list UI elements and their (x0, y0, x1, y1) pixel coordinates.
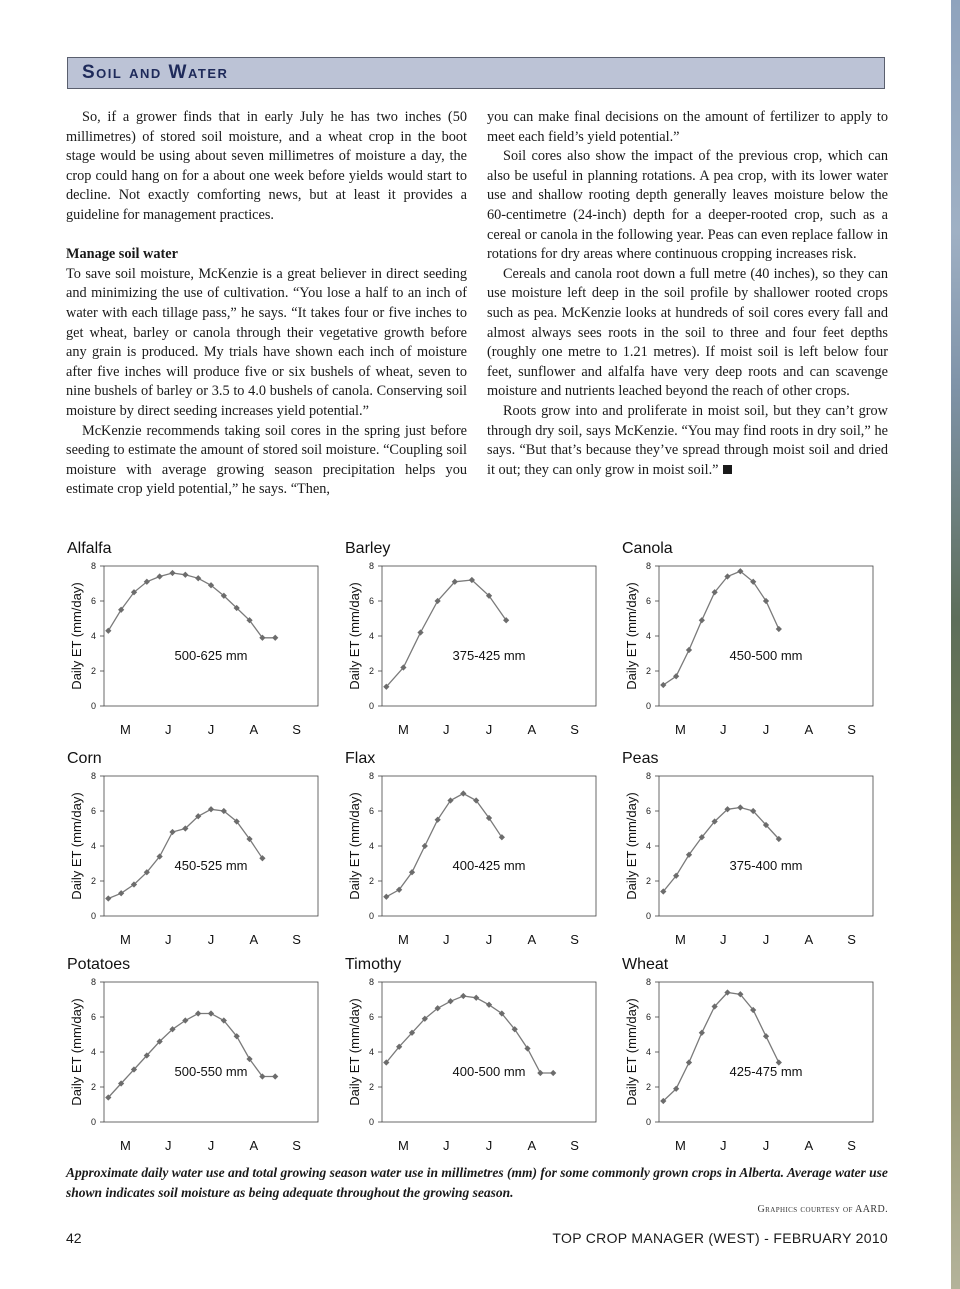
subheading-manage-soil-water: Manage soil water (66, 246, 178, 263)
left-paragraph-3: McKenzie recommends taking soil cores in the spring just before seeding to estimate the amount of stored soil moisture. “Coupling soil moisture with average growing season precipitation helps you estimate crop yield potential,” he says. “Then, (66, 422, 467, 498)
peas-ytick-label: 6 (645, 806, 651, 816)
flax-month-label: M (397, 932, 409, 947)
potatoes-month-label: M (119, 1138, 131, 1153)
alfalfa-chart-title: Alfalfa (67, 540, 112, 557)
peas-month-label: A (804, 932, 814, 947)
wheat-month-label: M (674, 1138, 686, 1153)
peas-y-axis-label: Daily ET (mm/day) (624, 792, 639, 900)
peas-month-label: S (847, 932, 856, 947)
peas-ytick-label: 0 (645, 911, 651, 921)
section-header (67, 57, 885, 89)
timothy-chart-title: Timothy (345, 956, 402, 973)
flax-y-axis-label: Daily ET (mm/day) (347, 792, 362, 900)
timothy-month-label: J (442, 1138, 450, 1153)
corn-ytick-label: 6 (90, 806, 96, 816)
corn-ytick-label: 8 (90, 771, 96, 781)
figure-caption: Approximate daily water use and total growing season water use in millimetres (mm) for some commonly grown crops in Alberta. Average water use shown indicates soil moisture as being adequate throughout the growing season. (66, 1165, 888, 1200)
canola-chart-title: Canola (622, 540, 673, 557)
corn-ytick-label: 0 (90, 911, 96, 921)
wheat-month-label: J (762, 1138, 770, 1153)
right-paragraph-4 (487, 402, 888, 480)
section-title: Soil and Water (82, 62, 229, 83)
wheat-ytick-label: 2 (645, 1082, 651, 1092)
potatoes-month-label: A (249, 1138, 259, 1153)
peas-chart-title: Peas (622, 750, 659, 767)
canola-ytick-label: 2 (645, 666, 651, 676)
canola-ytick-label: 8 (645, 561, 651, 571)
canola-y-axis-label: Daily ET (mm/day) (624, 582, 639, 690)
flax-ytick-label: 4 (368, 841, 374, 851)
barley-month-label: A (527, 722, 537, 737)
potatoes-ytick-label: 4 (90, 1047, 96, 1057)
flax-total-use-label: 400-425 mm (452, 857, 526, 873)
barley-ytick-label: 0 (368, 701, 374, 711)
alfalfa-total-use-label: 500-625 mm (174, 647, 248, 663)
timothy-y-axis-label: Daily ET (mm/day) (347, 998, 362, 1106)
timothy-month-label: J (485, 1138, 493, 1153)
corn-month-label: J (164, 932, 172, 947)
peas-ytick-label: 2 (645, 876, 651, 886)
alfalfa-month-label: A (249, 722, 259, 737)
left-column (66, 108, 467, 500)
timothy-ytick-label: 4 (368, 1047, 374, 1057)
flax-chart-title: Flax (345, 750, 376, 767)
graphics-credit: Graphics courtesy of AARD. (757, 1204, 888, 1215)
peas-month-label: J (719, 932, 727, 947)
page-number: 42 (66, 1230, 82, 1246)
peas-ytick-label: 4 (645, 841, 651, 851)
barley-month-label: M (397, 722, 409, 737)
alfalfa-month-label: J (164, 722, 172, 737)
potatoes-plot-area (104, 982, 318, 1122)
barley-y-axis-label: Daily ET (mm/day) (347, 582, 362, 690)
timothy-ytick-label: 6 (368, 1012, 374, 1022)
barley-plot-area (382, 566, 596, 706)
end-of-article-mark (723, 465, 732, 474)
potatoes-y-axis-label: Daily ET (mm/day) (69, 998, 84, 1106)
corn-month-label: S (292, 932, 301, 947)
timothy-month-label: A (527, 1138, 537, 1153)
flax-ytick-label: 0 (368, 911, 374, 921)
alfalfa-ytick-label: 8 (90, 561, 96, 571)
wheat-y-axis-label: Daily ET (mm/day) (624, 998, 639, 1106)
flax-month-label: J (442, 932, 450, 947)
potatoes-total-use-label: 500-550 mm (174, 1063, 248, 1079)
canola-ytick-label: 0 (645, 701, 651, 711)
flax-month-label: S (570, 932, 579, 947)
flax-plot-area (382, 776, 596, 916)
flax-month-label: J (485, 932, 493, 947)
corn-ytick-label: 4 (90, 841, 96, 851)
corn-y-axis-label: Daily ET (mm/day) (69, 792, 84, 900)
flax-ytick-label: 2 (368, 876, 374, 886)
right-paragraph-1: you can make final decisions on the amount of fertilizer to apply to meet each field’s yield potential.” (487, 109, 888, 145)
canola-ytick-label: 4 (645, 631, 651, 641)
right-paragraph-3: Cereals and canola root down a full metre (40 inches), so they can use moisture left deep in the soil profile by shallower rooted crops such as pea. McKenzie looks at hundreds of soil cores every fall and almost always sees roots in the soil to three and four feet depths (roughly one metre to 1.21 metres). If moist soil is left below four feet, sunflower and alfalfa have very deep roots and can scavenge moisture and nutrients leached beyond the reach of other crops. (487, 265, 888, 400)
corn-month-label: A (249, 932, 259, 947)
flax-ytick-label: 6 (368, 806, 374, 816)
potatoes-chart-title: Potatoes (67, 956, 131, 973)
wheat-total-use-label: 425-475 mm (729, 1063, 803, 1079)
timothy-ytick-label: 8 (368, 977, 374, 987)
potatoes-month-label: S (292, 1138, 301, 1153)
magazine-footer: TOP CROP MANAGER (WEST) - FEBRUARY 2010 (552, 1230, 888, 1246)
corn-chart-title: Corn (67, 750, 102, 767)
corn-total-use-label: 450-525 mm (174, 857, 248, 873)
alfalfa-ytick-label: 0 (90, 701, 96, 711)
wheat-month-label: S (847, 1138, 856, 1153)
barley-ytick-label: 4 (368, 631, 374, 641)
potatoes-month-label: J (207, 1138, 215, 1153)
barley-ytick-label: 2 (368, 666, 374, 676)
potatoes-ytick-label: 0 (90, 1117, 96, 1127)
canola-month-label: J (719, 722, 727, 737)
barley-month-label: S (570, 722, 579, 737)
alfalfa-ytick-label: 6 (90, 596, 96, 606)
flax-month-label: A (527, 932, 537, 947)
edge-photo-strip (951, 0, 960, 1289)
wheat-ytick-label: 6 (645, 1012, 651, 1022)
canola-month-label: A (804, 722, 814, 737)
corn-month-label: M (119, 932, 131, 947)
wheat-ytick-label: 8 (645, 977, 651, 987)
wheat-ytick-label: 4 (645, 1047, 651, 1057)
potatoes-ytick-label: 6 (90, 1012, 96, 1022)
timothy-month-label: M (397, 1138, 409, 1153)
canola-month-label: J (762, 722, 770, 737)
alfalfa-y-axis-label: Daily ET (mm/day) (69, 582, 84, 690)
timothy-ytick-label: 0 (368, 1117, 374, 1127)
corn-ytick-label: 2 (90, 876, 96, 886)
peas-month-label: M (674, 932, 686, 947)
timothy-total-use-label: 400-500 mm (452, 1063, 526, 1079)
wheat-month-label: A (804, 1138, 814, 1153)
wheat-ytick-label: 0 (645, 1117, 651, 1127)
barley-total-use-label: 375-425 mm (452, 647, 526, 663)
right-column (487, 108, 888, 480)
alfalfa-month-label: S (292, 722, 301, 737)
alfalfa-ytick-label: 4 (90, 631, 96, 641)
left-paragraph-1: So, if a grower finds that in early July he has two inches (50 millimetres) of stored soil moisture, and a wheat crop in the boot stage would be using about seven millimetres of moisture a day, the crop could hang on for a about one week before yields would start to decline. Not exactly comforting news, but at least it provides a guideline for management practices. (66, 109, 467, 223)
canola-ytick-label: 6 (645, 596, 651, 606)
right-paragraph-2: Soil cores also show the impact of the previous crop, which can also be useful in planning rotations. A pea crop, with its lower water use and shallow rooting depth generally leaves moisture below the 60-centimetre (24-inch) depth for a deeper-rooted crop, such as a cereal or canola in the following year. Peas can even replace fallow in rotations for dry areas where continuous cropping increases risk. (487, 148, 888, 263)
right-paragraph-4-text: Roots grow into and proliferate in moist soil, but they can’t grow through dry soil, says McKenzie. “You may find roots in dry soil,” he says. “But that’s because they’ve spread through moist soil and dried it out; they can only grow in moist soil.” (487, 402, 888, 478)
peas-ytick-label: 8 (645, 771, 651, 781)
peas-plot-area (659, 776, 873, 916)
crop-et-charts (60, 528, 900, 1168)
barley-chart-title: Barley (345, 540, 391, 557)
timothy-ytick-label: 2 (368, 1082, 374, 1092)
barley-month-label: J (442, 722, 450, 737)
corn-month-label: J (207, 932, 215, 947)
potatoes-ytick-label: 2 (90, 1082, 96, 1092)
peas-total-use-label: 375-400 mm (729, 857, 803, 873)
alfalfa-month-label: J (207, 722, 215, 737)
alfalfa-ytick-label: 2 (90, 666, 96, 676)
corn-plot-area (104, 776, 318, 916)
charts-svg (60, 528, 900, 1168)
timothy-month-label: S (570, 1138, 579, 1153)
potatoes-ytick-label: 8 (90, 977, 96, 987)
canola-month-label: M (674, 722, 686, 737)
barley-ytick-label: 8 (368, 561, 374, 571)
canola-month-label: S (847, 722, 856, 737)
left-paragraph-2: To save soil moisture, McKenzie is a great believer in direct seeding and minimizing the use of cultivation. “You lose a half to an inch of water with each tillage pass,” he says. “It takes four or five inches to get wheat, barley or canola through their vegetative growth before any grain is produced. My trials have shown each inch of moisture after five inches will produce five or six bushels of wheat, seven to nine bushels of barley or 3.5 to 4.0 bushels of canola. Conserving soil moisture by direct seeding increases yield potential.” (66, 265, 467, 419)
peas-month-label: J (762, 932, 770, 947)
canola-total-use-label: 450-500 mm (729, 647, 803, 663)
flax-ytick-label: 8 (368, 771, 374, 781)
alfalfa-month-label: M (119, 722, 131, 737)
barley-month-label: J (485, 722, 493, 737)
wheat-month-label: J (719, 1138, 727, 1153)
barley-ytick-label: 6 (368, 596, 374, 606)
wheat-plot-area (659, 982, 873, 1122)
canola-plot-area (659, 566, 873, 706)
potatoes-month-label: J (164, 1138, 172, 1153)
wheat-chart-title: Wheat (622, 956, 669, 973)
